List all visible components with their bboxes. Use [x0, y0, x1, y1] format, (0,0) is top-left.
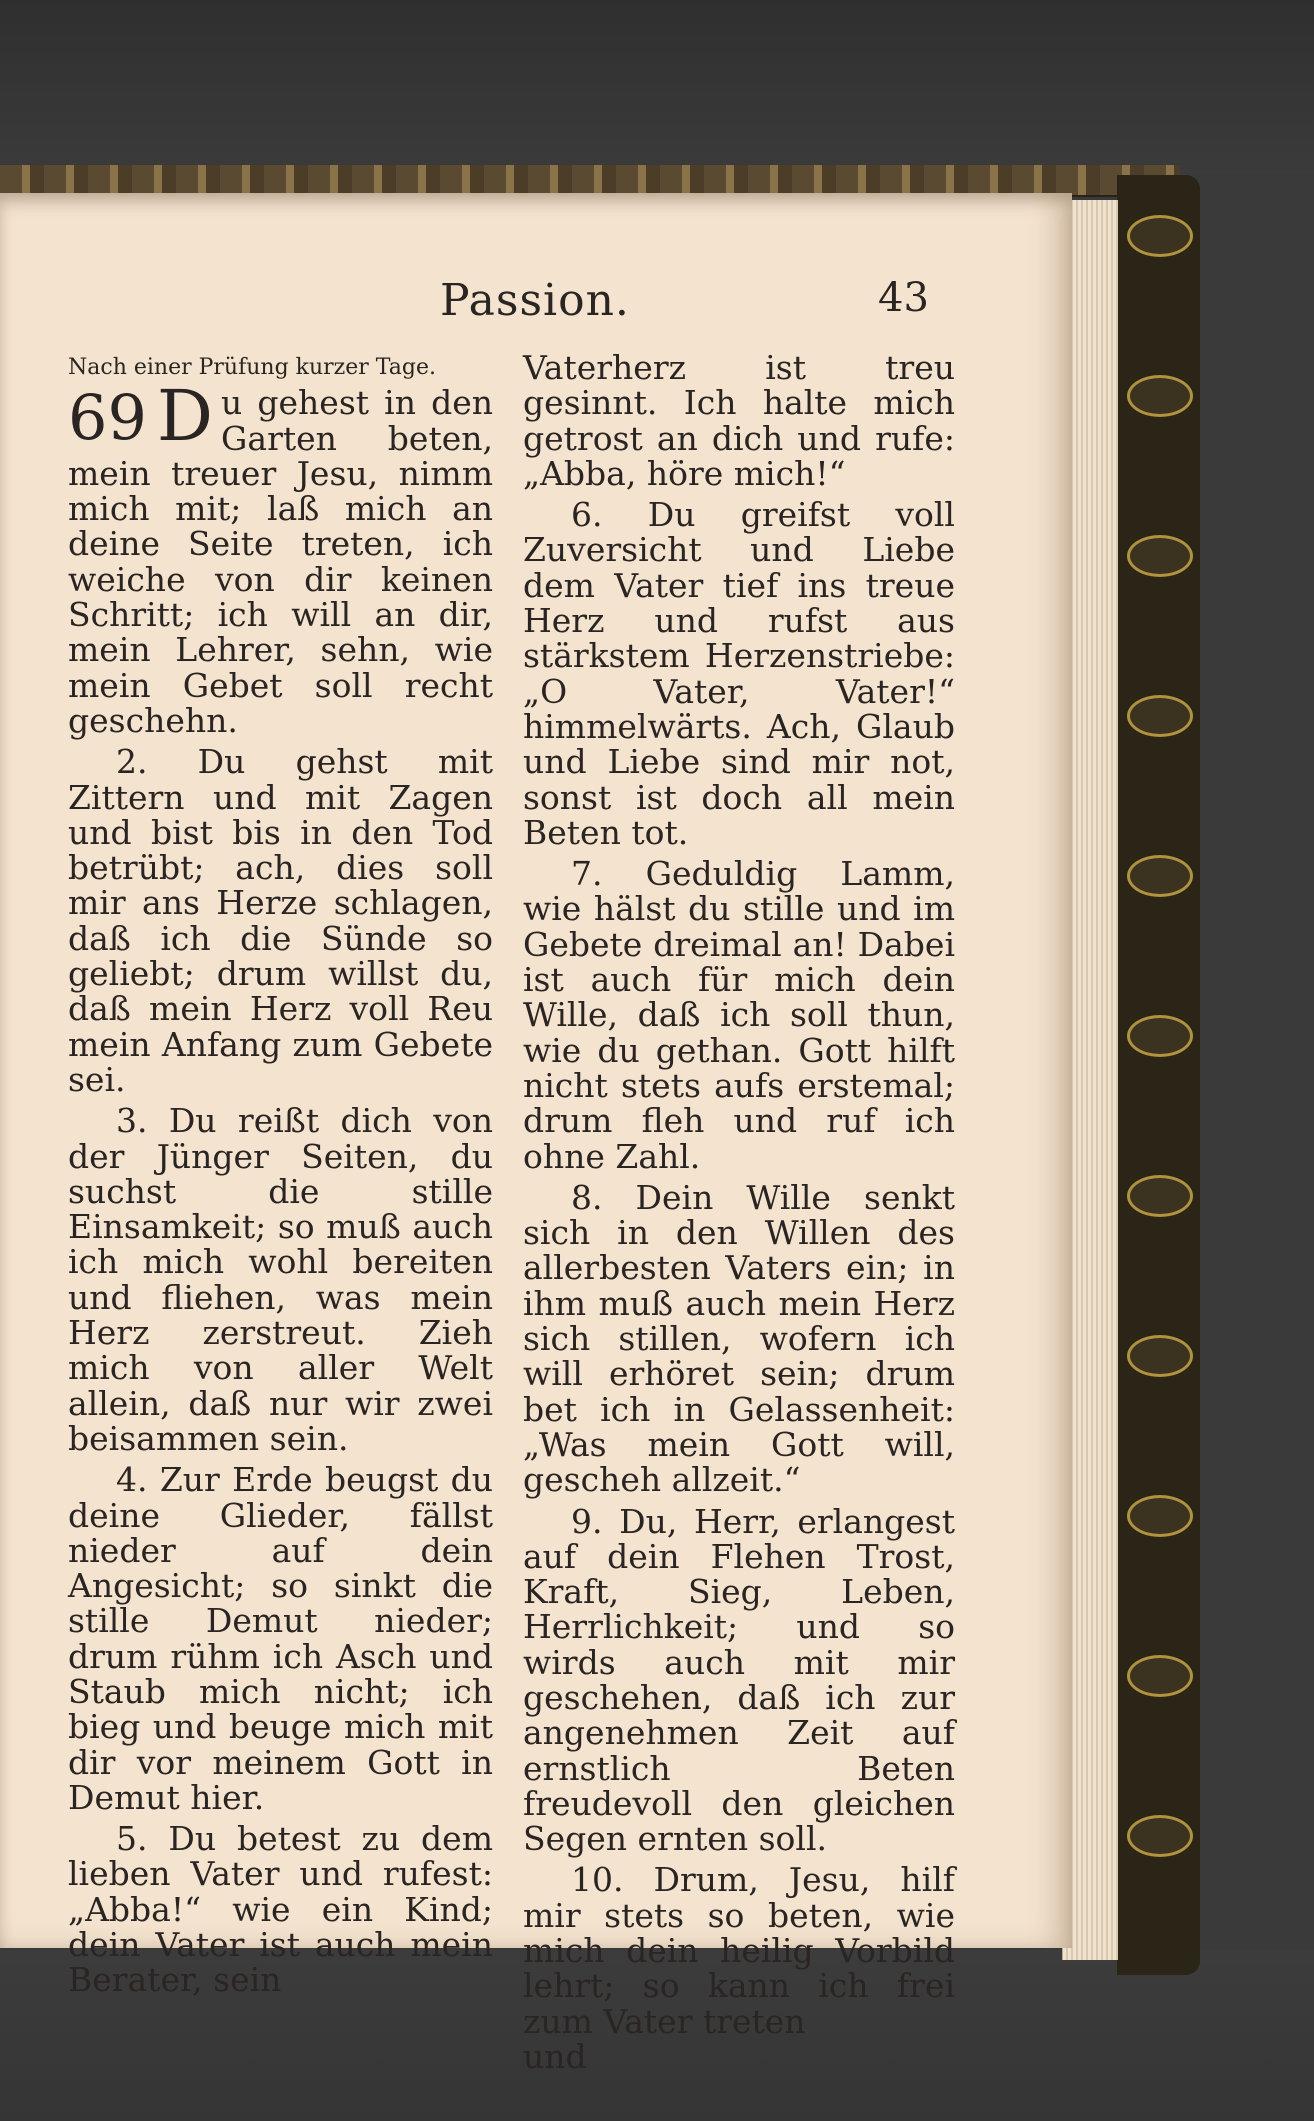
spine-ornament [1127, 855, 1193, 897]
spine-ornament [1127, 695, 1193, 737]
hymn-superscription: Nach einer Prüfung kurzer Tage. [68, 355, 436, 380]
spine-ornament [1127, 1335, 1193, 1377]
spine-ornament [1127, 1015, 1193, 1057]
running-title: Passion. [440, 275, 630, 326]
spine-ornament [1127, 1175, 1193, 1217]
dropcap: D [156, 375, 214, 458]
verse-text: u gehest in den Garten beten, mein treuer Jesu, nimm mich mit; laß mich an deine Seite treten, ich weiche von dir keinen Schritt; ich will an dir, mein Lehrer, sehn, wie mein Gebet soll recht geschehn. [68, 383, 493, 740]
spine-ornament [1127, 375, 1193, 417]
background-top [0, 0, 1314, 175]
spine-ornament [1127, 1655, 1193, 1697]
right-column [523, 350, 955, 2074]
hymn-number: 69 [68, 381, 147, 455]
verse-5-continuation: Vaterherz ist treu gesinnt. Ich halte mich getrost an dich und rufe: „Abba, höre mich!“ [523, 348, 955, 493]
catchword: und [523, 2036, 587, 2076]
hymn-verse-3: 3. Du reißt dich von der Jünger Seiten, du suchst die stille Einsamkeit; so muß auch ich mich wohl bereiten und fliehen, was mein Herz zerstreut. Zieh mich von aller Welt allein, daß nur wir zwei beisammen sein. [68, 1101, 493, 1458]
page-number: 43 [878, 275, 929, 321]
left-column [68, 350, 493, 1998]
spine-ornament [1127, 1815, 1193, 1857]
hymn-verse-1 [68, 375, 493, 740]
page-header [0, 275, 1000, 335]
spine-ornament [1127, 535, 1193, 577]
spine-ornament [1127, 215, 1193, 257]
spine-ornament [1127, 1495, 1193, 1537]
hymn-verse-10: 10. Drum, Jesu, hilf mir stets so beten, wie mich dein heilig Vorbild lehrt; so kann ich frei zum Vater treten [523, 1860, 955, 2041]
hymn-verse-9: 9. Du, Herr, erlangest auf dein Flehen Trost, Kraft, Sieg, Leben, Herrlichkeit; und so wirds auch mit mir geschehen, daß ich zur angenehmen Zeit auf ernstlich Beten freudevoll den gleichen Segen ernten soll. [523, 1501, 955, 1859]
hymn-verse-6: 6. Du greifst voll Zuversicht und Liebe dem Vater tief ins treue Herz und rufst aus stärkstem Herzenstriebe: „O Vater, Vater!“ himmelwärts. Ach, Glaub und Liebe sind mir not, sonst ist doch all mein Beten tot. [523, 495, 955, 852]
hymn-verse-2: 2. Du gehst mit Zittern und mit Zagen und bist bis in den Tod betrübt; ach, dies soll mir ans Herze schlagen, daß ich die Sünde so geliebt; drum willst du, daß mein Herz voll Reu mein Anfang zum Gebete sei. [68, 742, 493, 1099]
hymn-verse-5: 5. Du betest zu dem lieben Vater und rufest: „Abba!“ wie ein Kind; dein Vater ist auch mein Berater, sein [68, 1819, 493, 2000]
hymn-verse-8: 8. Dein Wille senkt sich in den Willen des allerbesten Vaters ein; in ihm muß auch mein Herz sich stillen, wofern ich will erhöret sein; drum bet ich in Gelassenheit: „Was mein Gott will, gescheh allzeit.“ [523, 1177, 955, 1500]
book-spine [1117, 175, 1200, 1975]
hymn-verse-7: 7. Geduldig Lamm, wie hälst du stille und im Gebete dreimal an! Dabei ist auch für mich dein Wille, daß ich soll thun, wie du gethan. Gott hilft nicht stets aufs erstemal; drum fleh und ruf ich ohne Zahl. [523, 854, 955, 1176]
hymn-verse-4: 4. Zur Erde beugst du deine Glieder, fällst nieder auf dein Angesicht; so sinkt die stille Demut nieder; drum rühm ich Asch und Staub mich nicht; ich bieg und beuge mich mit dir vor meinem Gott in Demut hier. [68, 1460, 493, 1817]
